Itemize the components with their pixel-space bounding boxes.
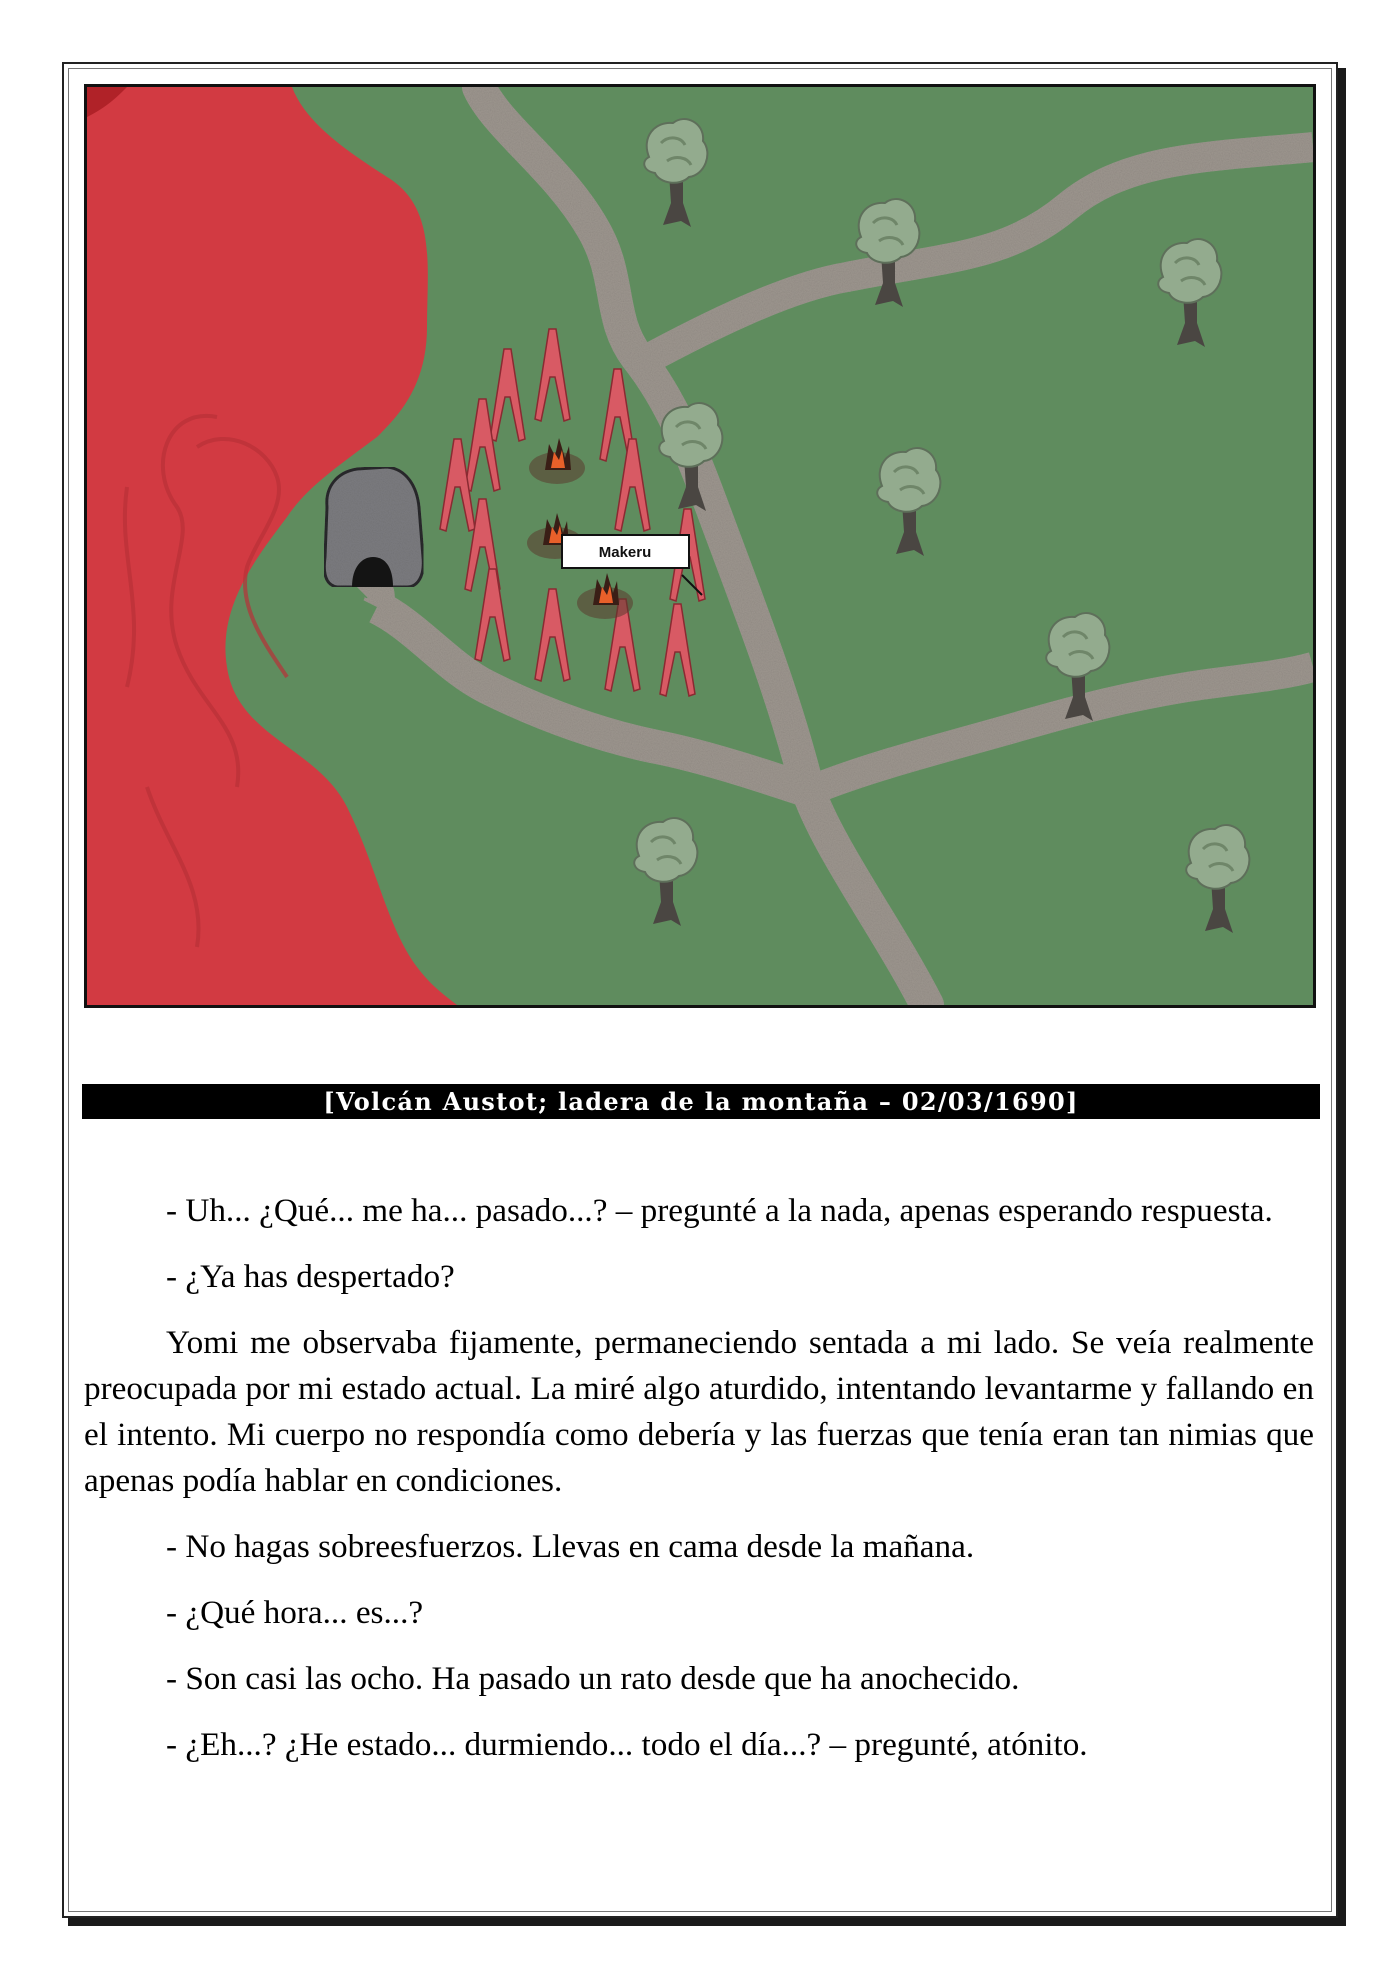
paragraph: - No hagas sobreesfuerzos. Llevas en cama desde la mañana. xyxy=(166,1528,975,1565)
paragraph: - ¿Qué hora... es...? xyxy=(166,1594,424,1631)
story-text xyxy=(84,1188,1314,1788)
paragraph: - Son casi las ocho. Ha pasado un rato desde que ha anochecido. xyxy=(166,1660,1020,1697)
map-marker-label: Makeru xyxy=(598,544,652,561)
paragraph: - ¿Ya has despertado? xyxy=(166,1258,455,1295)
scene-caption: [Volcán Austot; ladera de la montaña – 02/03/1690] xyxy=(82,1084,1320,1119)
paragraph: - ¿Eh...? ¿He estado... durmiendo... todo el día...? – pregunté, atónito. xyxy=(166,1726,1088,1763)
map-illustration xyxy=(84,84,1316,1008)
cave-icon xyxy=(324,467,423,587)
paragraph: - Uh... ¿Qué... me ha... pasado...? – pregunté a la nada, apenas esperando respuesta. xyxy=(166,1192,1273,1229)
paragraph: Yomi me observaba fijamente, permaneciendo sentada a mi lado. Se veía realmente preocupada por mi estado actual. La miré algo aturdido, intentando levantarme y fallando en el intento. Mi cuerpo no respondía como debería y las fuerzas que tenía eran tan nimias que apenas podía hablar en condiciones. xyxy=(84,1324,1314,1499)
